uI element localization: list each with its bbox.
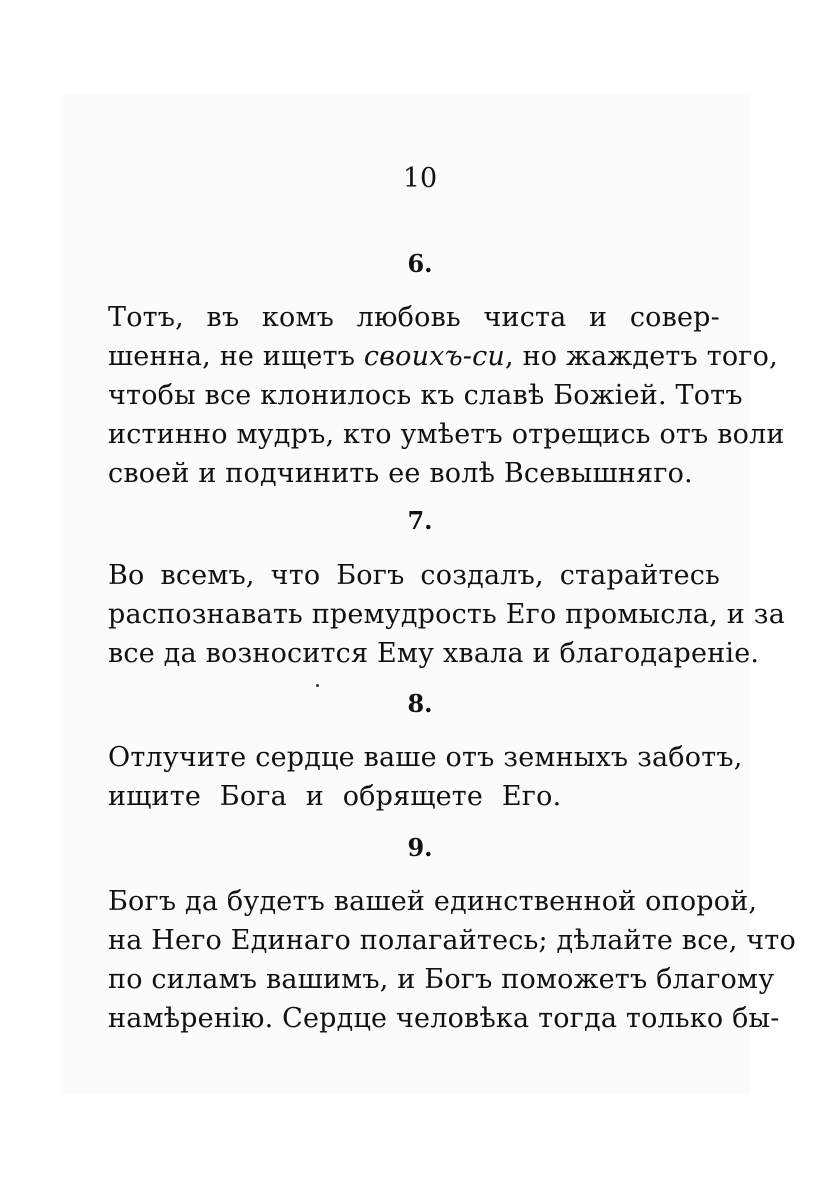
- text-line: Во всемъ, что Богъ создалъ, старайтесь: [108, 560, 720, 591]
- text-line: по силамъ вашимъ, и Богъ поможетъ благому: [108, 964, 775, 995]
- text-line: все да возносится Ему хвала и благодареніе.: [108, 638, 760, 669]
- text-line: Тотъ, въ комъ любовь чиста и совер-: [108, 302, 720, 333]
- text-fragment: , но жаждетъ того,: [505, 341, 778, 372]
- paragraph-9: [108, 882, 796, 1038]
- text-line: чтобы все клонилось къ славѣ Божіей. Тотъ: [108, 380, 743, 411]
- italic-phrase: своихъ-си: [363, 341, 506, 372]
- paragraph-8: [108, 738, 743, 816]
- text-line: своей и подчинить ее волѣ Всевышняго.: [108, 458, 693, 489]
- section-number-9: 9.: [407, 833, 433, 862]
- text-line: на Него Единаго полагайтесь; дѣлайте все, что: [108, 925, 796, 956]
- text-line: ищите Бога и обрящете Его.: [108, 781, 562, 812]
- paragraph-6: [108, 298, 785, 493]
- page-number: 10: [402, 163, 438, 194]
- section-number-8: 8.: [407, 689, 433, 718]
- text-line: [108, 337, 778, 376]
- text-line: Отлучите сердце ваше отъ земныхъ заботъ,: [108, 742, 743, 773]
- paragraph-7: [108, 556, 785, 673]
- text-line: намѣренію. Сердце человѣка тогда только бы-: [108, 1003, 780, 1034]
- text-fragment: шенна, не ищетъ: [108, 341, 364, 372]
- text-line: Богъ да будетъ вашей единственной опорой,: [108, 886, 758, 917]
- section-number-6: 6.: [407, 249, 433, 278]
- section-number-7: 7.: [407, 506, 433, 535]
- text-line: распознавать премудрость Его промысла, и за: [108, 599, 785, 630]
- text-line: истинно мудръ, кто умѣетъ отрещись отъ воли: [108, 419, 785, 450]
- ink-speck: [316, 684, 319, 687]
